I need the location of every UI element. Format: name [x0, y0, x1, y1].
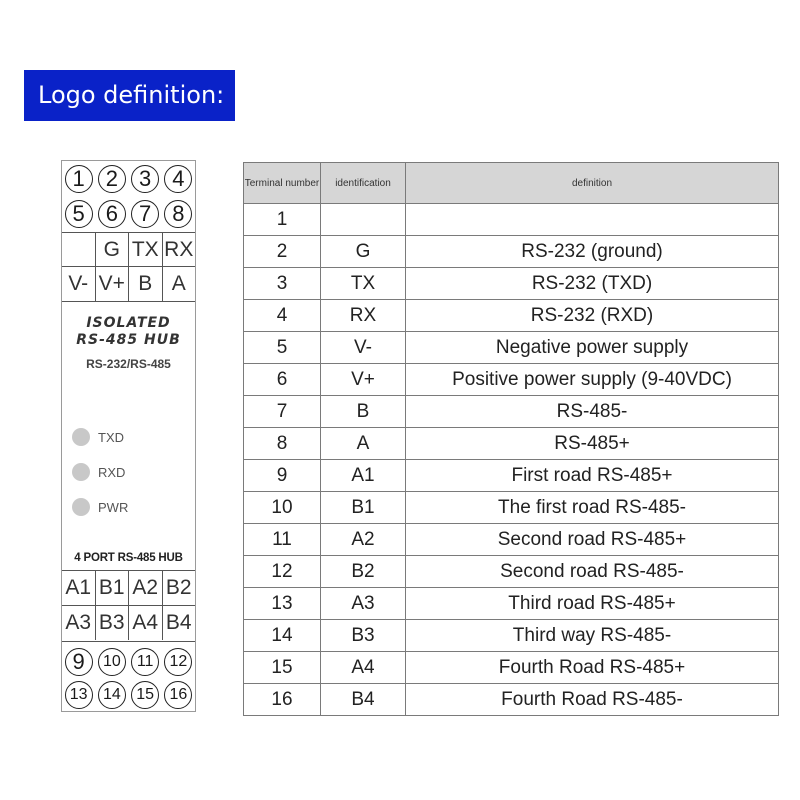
table-row [244, 460, 779, 492]
port-label-a3: A3 [62, 606, 96, 640]
table-row [244, 684, 779, 716]
identification-cell: A4 [321, 652, 406, 684]
terminal-number-cell: 12 [244, 556, 321, 588]
device-panel [61, 160, 196, 712]
header-terminal-number: Terminal number [244, 163, 321, 204]
terminal-number-16: 16 [164, 681, 192, 709]
identification-cell: A2 [321, 524, 406, 556]
terminal-number-cell: 15 [244, 652, 321, 684]
identification-cell [321, 204, 406, 236]
terminal-number-9: 9 [65, 648, 93, 676]
terminal-number-12: 12 [164, 648, 192, 676]
terminal-label-v-plus: V+ [96, 267, 130, 301]
terminal-number-cell: 10 [244, 492, 321, 524]
terminal-number-cell: 7 [244, 396, 321, 428]
port-label-a2: A2 [129, 571, 163, 605]
brand-rs232-rs485: RS-232/RS-485 [86, 357, 171, 371]
terminal-number-4: 4 [164, 165, 192, 193]
identification-cell: A [321, 428, 406, 460]
table-row [244, 236, 779, 268]
identification-cell: RX [321, 300, 406, 332]
header-identification: identification [321, 163, 406, 204]
terminal-number-2: 2 [98, 165, 126, 193]
definition-cell: Second road RS-485- [406, 556, 779, 588]
definition-cell: RS-232 (TXD) [406, 268, 779, 300]
identification-cell: B2 [321, 556, 406, 588]
terminal-numbers-row-1 [62, 163, 195, 195]
table-row [244, 268, 779, 300]
terminal-number-10: 10 [98, 648, 126, 676]
definition-cell: RS-485+ [406, 428, 779, 460]
terminal-number-cell: 3 [244, 268, 321, 300]
definition-cell: Fourth Road RS-485- [406, 684, 779, 716]
identification-cell: V- [321, 332, 406, 364]
identification-cell: B4 [321, 684, 406, 716]
port-label-b2: B2 [165, 576, 192, 599]
terminal-number-3: 3 [131, 165, 159, 193]
terminal-label-b: B [129, 267, 163, 301]
terminal-number-15: 15 [131, 681, 159, 709]
header-definition: definition [406, 163, 779, 204]
terminal-number-cell: 9 [244, 460, 321, 492]
identification-cell: B [321, 396, 406, 428]
table-row [244, 332, 779, 364]
table-row [244, 300, 779, 332]
terminal-number-6: 6 [98, 200, 126, 228]
identification-cell: G [321, 236, 406, 268]
table-row [244, 492, 779, 524]
terminal-numbers-row-4 [62, 679, 195, 711]
definition-cell: Fourth Road RS-485+ [406, 652, 779, 684]
definition-cell: RS-485- [406, 396, 779, 428]
port-label-a1: A1 [62, 571, 96, 605]
definition-cell: First road RS-485+ [406, 460, 779, 492]
identification-cell: V+ [321, 364, 406, 396]
table-row [244, 652, 779, 684]
definition-cell: The first road RS-485- [406, 492, 779, 524]
definition-cell: Third road RS-485+ [406, 588, 779, 620]
terminal-number-cell: 4 [244, 300, 321, 332]
led-indicator-icon [72, 428, 90, 446]
terminal-numbers-row-2 [62, 198, 195, 230]
logo-definition-banner: Logo definition: [24, 70, 235, 121]
terminal-number-cell: 1 [244, 204, 321, 236]
terminal-number-11: 11 [131, 648, 159, 676]
definition-cell: Positive power supply (9-40VDC) [406, 364, 779, 396]
terminal-label-a: A [171, 272, 186, 295]
identification-cell: TX [321, 268, 406, 300]
terminal-label-row-2 [62, 267, 195, 301]
table-row [244, 364, 779, 396]
terminal-number-cell: 13 [244, 588, 321, 620]
table-row [244, 620, 779, 652]
terminal-label-v-minus: V- [62, 267, 96, 301]
identification-cell: A1 [321, 460, 406, 492]
table-row [244, 556, 779, 588]
brand-isolated: ISOLATED [86, 315, 171, 331]
led-indicator-icon [72, 463, 90, 481]
terminal-number-cell: 6 [244, 364, 321, 396]
terminal-number-1: 1 [65, 165, 93, 193]
port-label-b1: B1 [96, 571, 130, 605]
led-rxd-label: RXD [98, 464, 126, 480]
terminal-number-cell: 5 [244, 332, 321, 364]
terminal-label-tx: TX [129, 233, 163, 266]
terminal-numbers-row-3 [62, 646, 195, 678]
terminal-label-rx: RX [164, 237, 194, 261]
terminal-number-cell: 8 [244, 428, 321, 460]
table-header-row [244, 163, 779, 204]
definition-cell: Third way RS-485- [406, 620, 779, 652]
table-row [244, 396, 779, 428]
terminal-number-cell: 16 [244, 684, 321, 716]
brand-rs485-hub: RS-485 HUB [76, 332, 181, 348]
table-row [244, 204, 779, 236]
identification-cell: B3 [321, 620, 406, 652]
terminal-label-row-1 [62, 233, 195, 266]
led-pwr-label: PWR [98, 499, 129, 515]
hub-label: 4 PORT RS-485 HUB [74, 552, 183, 564]
port-label-row-2 [62, 606, 195, 640]
terminal-number-14: 14 [98, 681, 126, 709]
terminal-number-cell: 14 [244, 620, 321, 652]
led-indicator-icon [72, 498, 90, 516]
terminal-number-5: 5 [65, 200, 93, 228]
terminal-number-7: 7 [131, 200, 159, 228]
identification-cell: A3 [321, 588, 406, 620]
port-label-b3: B3 [96, 606, 130, 640]
table-row [244, 428, 779, 460]
definition-cell: RS-232 (RXD) [406, 300, 779, 332]
terminal-number-cell: 11 [244, 524, 321, 556]
terminal-label-blank [62, 233, 96, 266]
identification-cell: B1 [321, 492, 406, 524]
table-row [244, 588, 779, 620]
definition-cell [406, 204, 779, 236]
led-txd-label: TXD [98, 429, 124, 445]
terminal-number-cell: 2 [244, 236, 321, 268]
port-label-row-1 [62, 571, 195, 605]
terminal-label-g: G [96, 233, 130, 266]
led-pwr [72, 498, 128, 516]
terminal-definition-table [243, 162, 779, 716]
definition-cell: Second road RS-485+ [406, 524, 779, 556]
port-label-a4: A4 [129, 606, 163, 640]
led-rxd [72, 463, 125, 481]
table-row [244, 524, 779, 556]
definition-cell: RS-232 (ground) [406, 236, 779, 268]
led-txd [72, 428, 124, 446]
definition-cell: Negative power supply [406, 332, 779, 364]
port-label-b4: B4 [165, 611, 192, 634]
terminal-number-8: 8 [164, 200, 192, 228]
terminal-number-13: 13 [65, 681, 93, 709]
